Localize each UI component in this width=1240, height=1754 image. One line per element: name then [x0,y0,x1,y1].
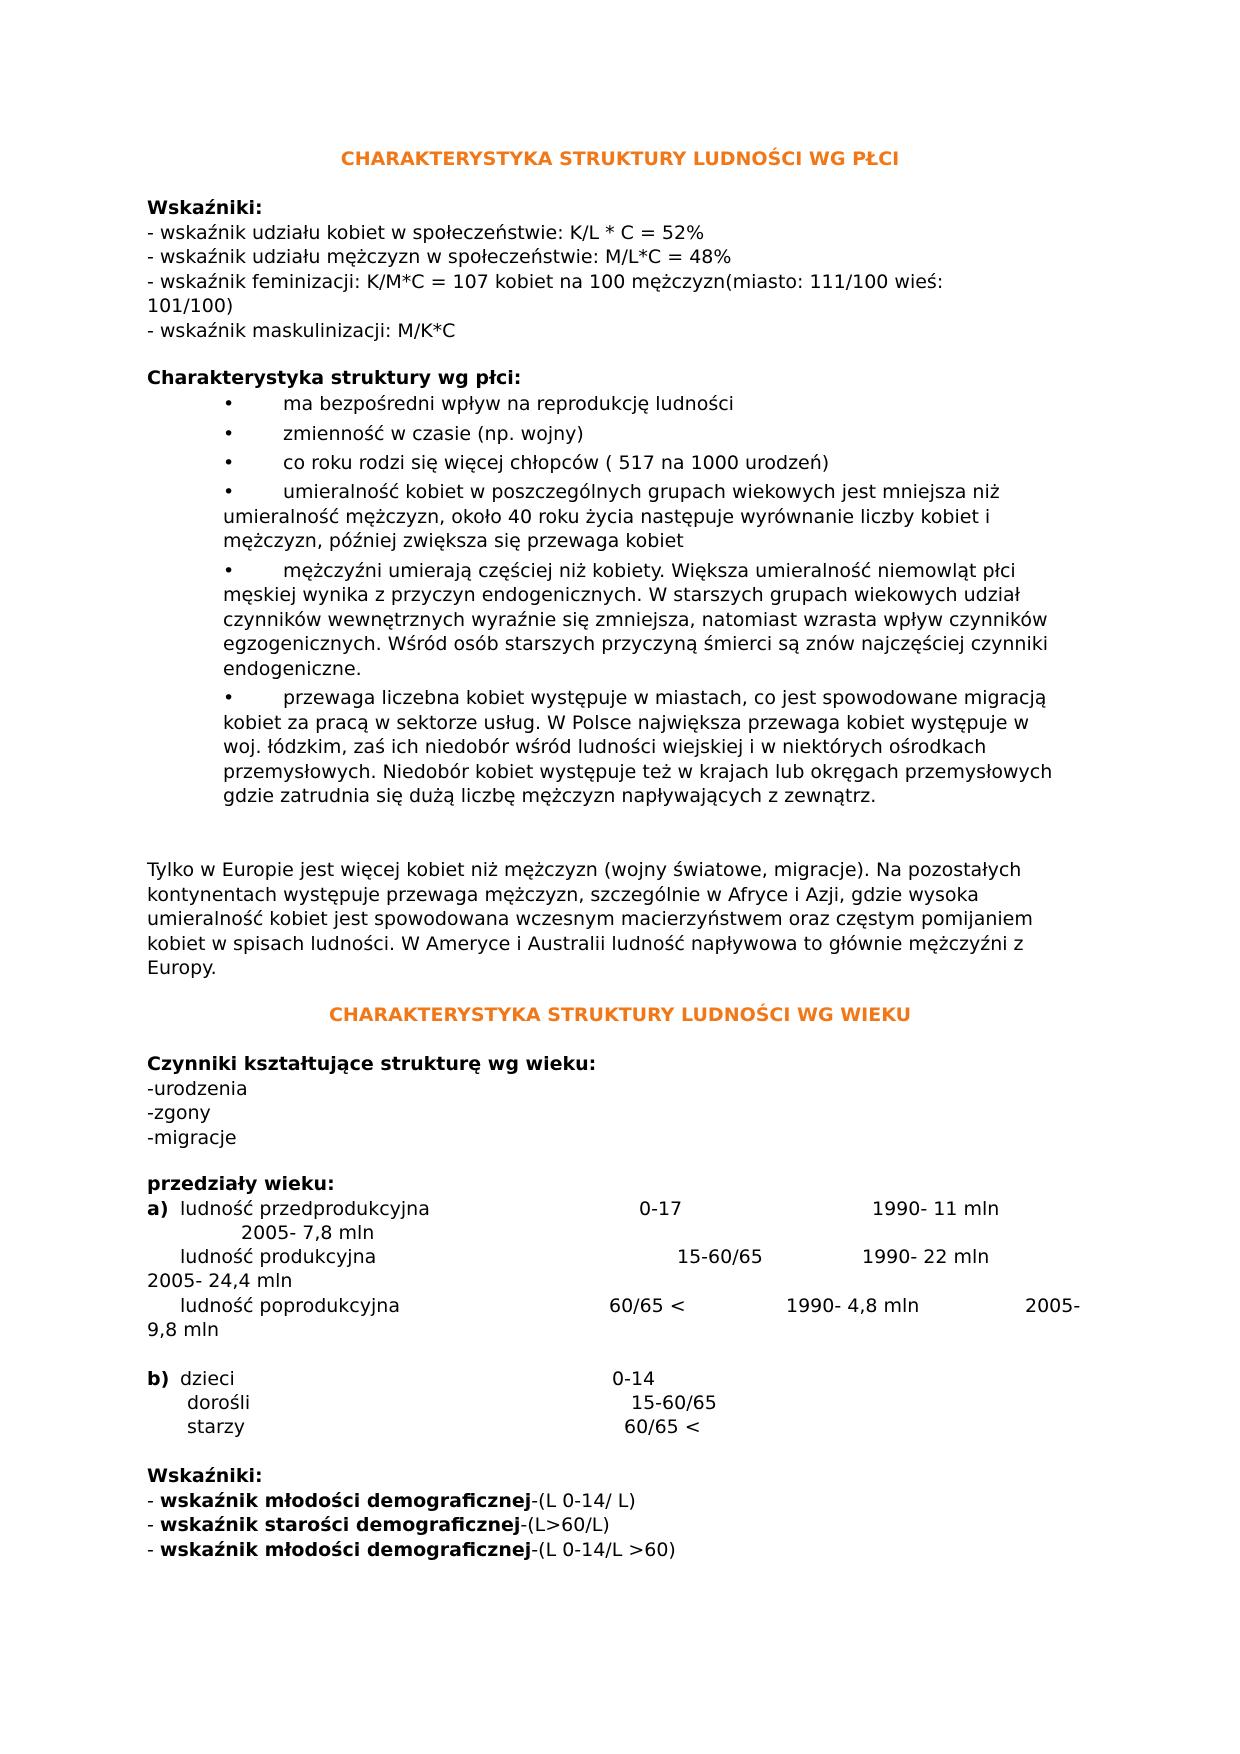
age-indicators [147,1464,1097,1562]
age-range: 0-17 [639,1198,683,1220]
indicator-name: wskaźnik starości demograficznej [159,1514,521,1536]
factor-item: -zgony [147,1102,211,1124]
characteristics-list-long [223,480,1093,809]
ranges-heading: przedziały wieku: [147,1173,335,1195]
age-group-label: dzieci [180,1368,235,1390]
list-item [223,422,1163,447]
bullet-icon: • [223,481,235,503]
bullet-icon: • [223,687,235,709]
indicator-formula: -(L 0-14/ L) [531,1489,636,1512]
continents-paragraph: Tylko w Europie jest więcej kobiet niż mężczyzn (wojny światowe, migracje). Na pozostałych kontynentach występuje przewaga mężczyzn, szczególnie w Afryce i Azji, gdzie wysoka umieralność kobiet jest spowodowana wczesnym macierzyństwem oraz częstym pomijaniem kobiet w spisach ludności. W Ameryce i Australii ludność napływowa to głównie mężczyźni z Europy. [147,859,1033,979]
factor-item: -urodzenia [147,1077,248,1100]
group-marker: b) [147,1368,170,1390]
section-title-age-structure: CHARAKTERYSTYKA STRUKTURY LUDNOŚCI WG WIEKU [328,1004,912,1026]
indicator-formula: -(L 0-14/L >60) [531,1538,676,1561]
indicator-prefix: - [147,1489,160,1512]
age-range: 15-60/65 [631,1392,717,1414]
indicator-name: wskaźnik młodości demograficznej [159,1489,532,1512]
indicator-line [147,1489,1097,1514]
section-title-sex-structure: CHARAKTERYSTYKA STRUKTURY LUDNOŚCI WG PŁCI [340,148,900,170]
indicator-line [147,1538,1097,1563]
indicator-line: - wskaźnik maskulinizacji: M/K*C [147,319,456,342]
list-item-text: umieralność kobiet w poszczególnych grupach wiekowych jest mniejsza niż umieralność mężczyzn, około 40 roku życia następuje wyrównanie liczby kobiet i mężczyzn, później zwiększa się przewaga kobiet [223,481,1000,552]
bullet-icon: • [223,422,235,445]
indicator-prefix: - [147,1538,160,1561]
indicators-heading: Wskaźniki: [147,197,263,219]
age-range: 60/65 < [624,1416,701,1438]
value-1990: 1990- 11 mln [872,1198,1000,1220]
value-2005: 2005- 24,4 mln [147,1270,293,1292]
indicator-line: - wskaźnik udziału kobiet w społeczeństwie: K/L * C = 52% [147,221,705,244]
list-item-text: przewaga liczebna kobiet występuje w miastach, co jest spowodowane migracją kobiet za pracą w sektorze usług. W Polsce największa przewaga kobiet występuje w woj. łódzkim, zaś ich niedobór wśród ludności wiejskiej i w niektórych ośrodkach przemysłowych. Niedobór kobiet występuje też w krajach lub okręgach przemysłowych gdzie zatrudnia się dużą liczbę mężczyzn napływających z zewnątrz. [223,687,1053,807]
indicators-heading: Wskaźniki: [147,1465,263,1487]
value-1990: 1990- 4,8 mln [786,1295,920,1317]
age-range: 15-60/65 [677,1246,763,1268]
value-1990: 1990- 22 mln [862,1246,990,1268]
indicator-name: wskaźnik młodości demograficznej [159,1538,532,1561]
age-group-label: dorośli [187,1392,251,1414]
indicator-prefix: - [147,1514,160,1536]
factor-item: -migracje [147,1126,237,1149]
sex-indicators [147,196,1097,343]
indicator-line: 101/100) [147,295,234,317]
bullet-icon: • [223,452,235,474]
list-item-text: zmienność w czasie (np. wojny) [283,422,584,445]
age-factors [147,1052,1097,1150]
group-marker: a) [147,1198,169,1220]
value-2005: 2005- [1025,1295,1081,1317]
list-item-text: co roku rodzi się więcej chłopców ( 517 na 1000 urodzeń) [283,452,830,474]
indicator-line: - wskaźnik udziału mężczyzn w społeczeństwie: M/L*C = 48% [147,246,732,268]
characteristics-heading: Charakterystyka struktury wg płci: [147,367,522,389]
factors-heading: Czynniki kształtujące strukturę wg wieku: [147,1053,597,1075]
value-2005-continued: 9,8 mln [147,1319,220,1341]
age-group-label: ludność przedprodukcyjna [180,1198,430,1220]
list-item [223,480,1093,554]
list-item [223,686,1093,809]
characteristics-list [223,392,1093,476]
age-range: 60/65 < [609,1295,686,1317]
age-group-label: starzy [187,1416,246,1438]
age-group-label: ludność produkcyjna [180,1246,377,1268]
list-item [223,392,1163,417]
list-item-text: mężczyźni umierają częściej niż kobiety. Większa umieralność niemowląt płci męskiej wynika z przyczyn endogenicznych. W starszych grupach wiekowych udział czynników wewnętrznych wyraźnie się zmniejsza, natomiast wzrasta wpływ czynników egzogenicznych. Wśród osób starszych przyczyną śmierci są znów najczęściej czynniki endogeniczne. [223,559,1049,680]
list-item [223,559,1093,682]
list-item-text: ma bezpośredni wpływ na reprodukcję ludności [283,393,734,415]
value-2005: 2005- 7,8 mln [241,1222,375,1244]
age-group-label: ludność poprodukcyjna [180,1295,400,1317]
list-item [223,451,1163,476]
indicator-formula: -(L>60/L) [520,1514,610,1536]
bullet-icon: • [223,393,235,415]
indicator-line: - wskaźnik feminizacji: K/M*C = 107 kobiet na 100 mężczyzn(miasto: 111/100 wieś: [147,270,944,293]
bullet-icon: • [223,559,235,582]
indicator-line [147,1513,1097,1538]
age-range: 0-14 [612,1368,656,1390]
